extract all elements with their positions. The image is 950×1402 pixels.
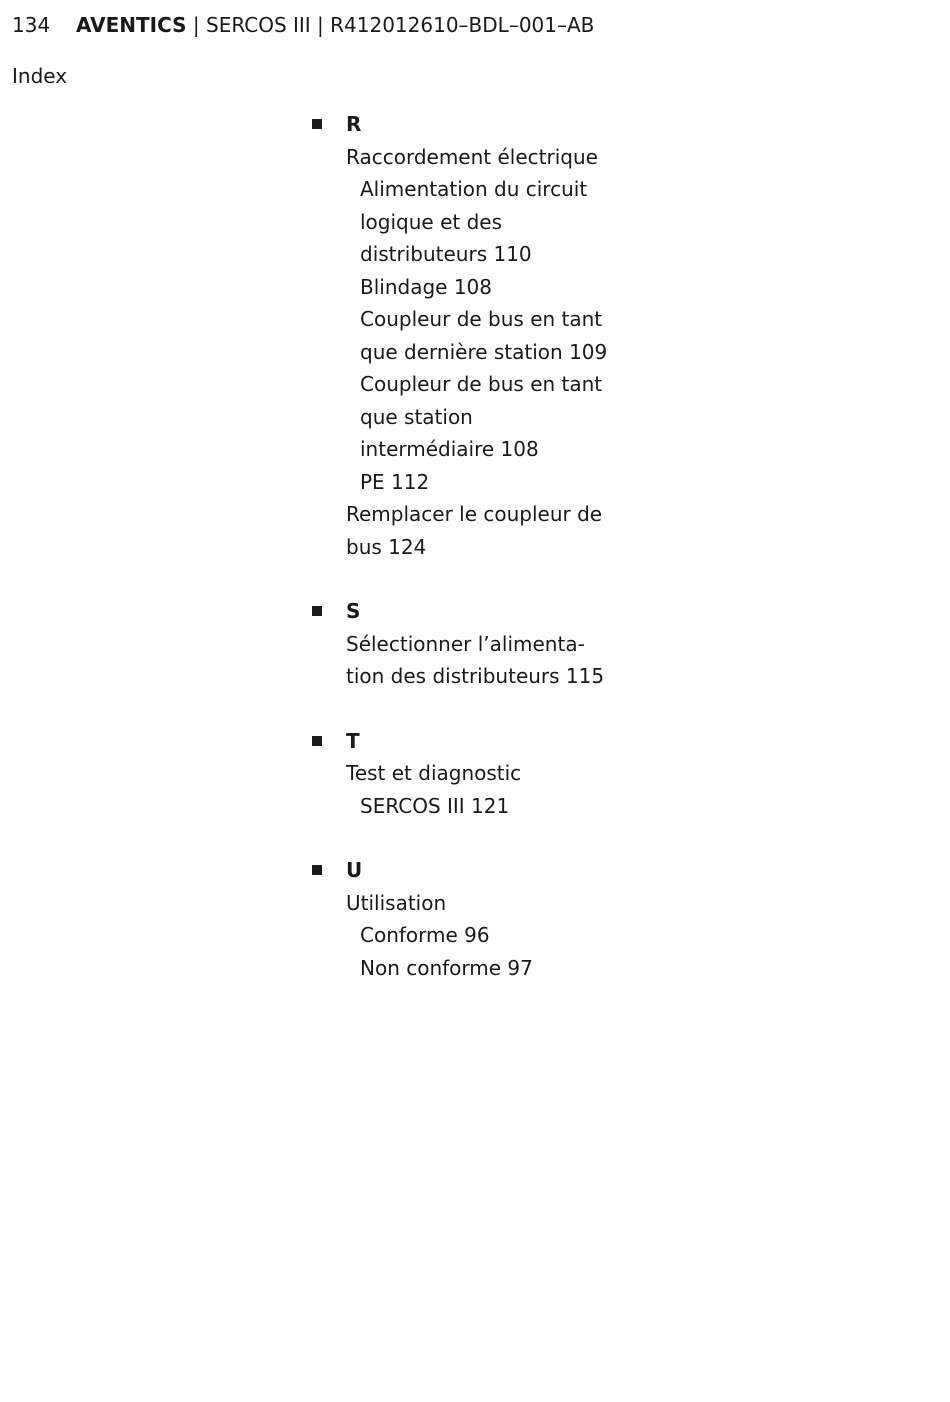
index-entry: Remplacer le coupleur de — [346, 502, 603, 526]
square-bullet-icon — [312, 736, 322, 746]
letter-heading: R — [346, 112, 362, 136]
index-subentry: que dernière station 109 — [360, 339, 608, 364]
index-entry: tion des distributeurs 115 — [346, 664, 605, 688]
square-bullet-icon — [312, 119, 322, 129]
square-bullet-icon — [312, 865, 322, 875]
letter-heading: S — [346, 599, 361, 623]
index-entry: bus 124 — [346, 534, 427, 559]
letter-heading-row — [310, 595, 640, 628]
brand-name: AVENTICS — [76, 13, 187, 37]
index-subentry: Blindage 108 — [360, 274, 492, 299]
index-group-s — [310, 595, 640, 693]
index-subentry: distributeurs 110 — [360, 242, 532, 266]
page-number: 134 — [12, 13, 51, 37]
index-entry: Sélectionner l’alimenta- — [346, 631, 585, 656]
index-group-u — [310, 854, 640, 984]
index-subentry: que station — [360, 404, 473, 429]
index-subentry: Coupleur de bus en tant — [360, 372, 603, 396]
index-subentry: logique et des — [360, 209, 503, 234]
index-subentry: PE 112 — [360, 469, 430, 494]
letter-heading: T — [346, 728, 360, 753]
square-bullet-icon — [312, 606, 322, 616]
section-label: Index — [12, 64, 68, 88]
index-group-t — [310, 725, 640, 823]
index-subentry: Coupleur de bus en tant — [360, 307, 603, 331]
index-group-r — [310, 108, 640, 563]
letter-heading-row — [310, 108, 640, 141]
index-entry: Raccordement électrique — [346, 144, 598, 169]
letter-heading-row — [310, 725, 640, 758]
index-subentry: intermédiaire 108 — [360, 437, 539, 461]
index-column — [310, 108, 640, 1016]
letter-heading: U — [346, 858, 363, 882]
index-subentry: Conforme 96 — [360, 923, 490, 947]
page-header — [12, 10, 594, 40]
index-subentry: SERCOS III 121 — [360, 793, 510, 818]
document-id: | SERCOS III | R412012610–BDL–001–AB — [186, 13, 595, 37]
index-subentry: Non conforme 97 — [360, 955, 533, 980]
index-entry: Utilisation — [346, 890, 447, 915]
letter-heading-row — [310, 854, 640, 887]
index-entry: Test et diagnostic — [346, 761, 522, 785]
index-subentry: Alimentation du circuit — [360, 177, 588, 201]
